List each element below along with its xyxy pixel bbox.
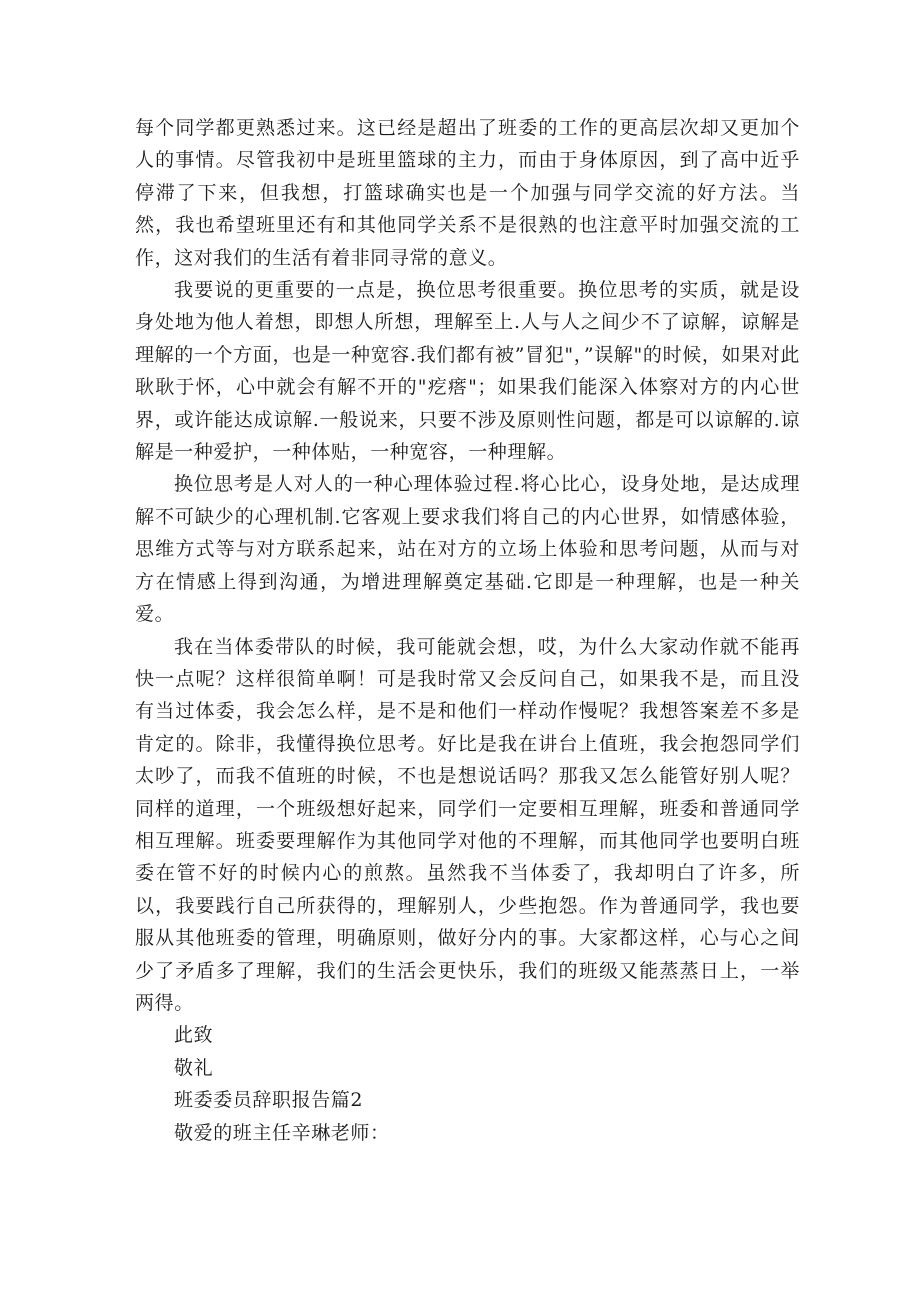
paragraph-2: 我要说的更重要的一点是，换位思考很重要。换位思考的实质，就是设身处地为他人着想，即想人所想，理解至上.人与人之间少不了谅解，谅解是理解的一个方面，也是一种宽容.我们都有被”冒犯"，”误解"的时候，如果对此耿耿于怀，心中就会有解不开的"疙瘩"；如果我们能深入体察对方的内心世界，或许能达成谅解.一般说来，只要不涉及原则性问题，都是可以谅解的.谅解是一种爱护，一种体贴，一种宽容，一种理解。 (135, 279, 800, 464)
section-title: 班委委员辞职报告篇2 (174, 1089, 364, 1112)
paragraph-1: 每个同学都更熟悉过来。这已经是超出了班委的工作的更高层次却又更加个人的事情。尽管我初中是班里篮球的主力，而由于身体原因，到了高中近乎停滞了下来，但我想，打篮球确实也是一个加强与同学交流的好方法。当然，我也希望班里还有和其他同学关系不是很熟的也注意平时加强交流的工作，这对我们的生活有着非同寻常的意义。 (135, 117, 800, 269)
document-body (135, 112, 800, 1149)
paragraph-3: 换位思考是人对人的一种心理体验过程.将心比心，设身处地，是达成理解不可缺少的心理机制.它客观上要求我们将自己的内心世界，如情感体验，思维方式等与对方联系起来，站在对方的立场上体验和思考问题，从而与对方在情感上得到沟通，为增进理解奠定基础.它即是一种理解，也是一种关爱。 (135, 473, 800, 626)
paragraph-4: 我在当体委带队的时候，我可能就会想，哎，为什么大家动作就不能再快一点呢？这样很简单啊！可是我时常又会反问自己，如果我不是，而且没有当过体委，我会怎么样，是不是和他们一样动作慢呢？我想答案差不多是肯定的。除非，我懂得换位思考。好比是我在讲台上值班，我会抱怨同学们太吵了，而我不值班的时候，不也是想说话吗？那我又怎么能管好别人呢？同样的道理，一个班级想好起来，同学们一定要相互理解，班委和普通同学相互理解。班委要理解作为其他同学对他的不理解，而其他同学也要明白班委在管不好的时候内心的煎熬。虽然我不当体委了，我却明白了许多，所以，我要践行自己所获得的，理解别人，少些抱怨。作为普通同学，我也要服从其他班委的管理，明确原则，做好分内的事。大家都这样，心与心之间少了矛盾多了理解，我们的生活会更快乐，我们的班级又能蒸蒸日上，一举两得。 (135, 635, 800, 1014)
closing-regards: 敬礼 (174, 1056, 214, 1079)
closing-salutation: 此致 (174, 1024, 214, 1047)
letter-greeting: 敬爱的班主任辛琳老师： (174, 1121, 390, 1144)
